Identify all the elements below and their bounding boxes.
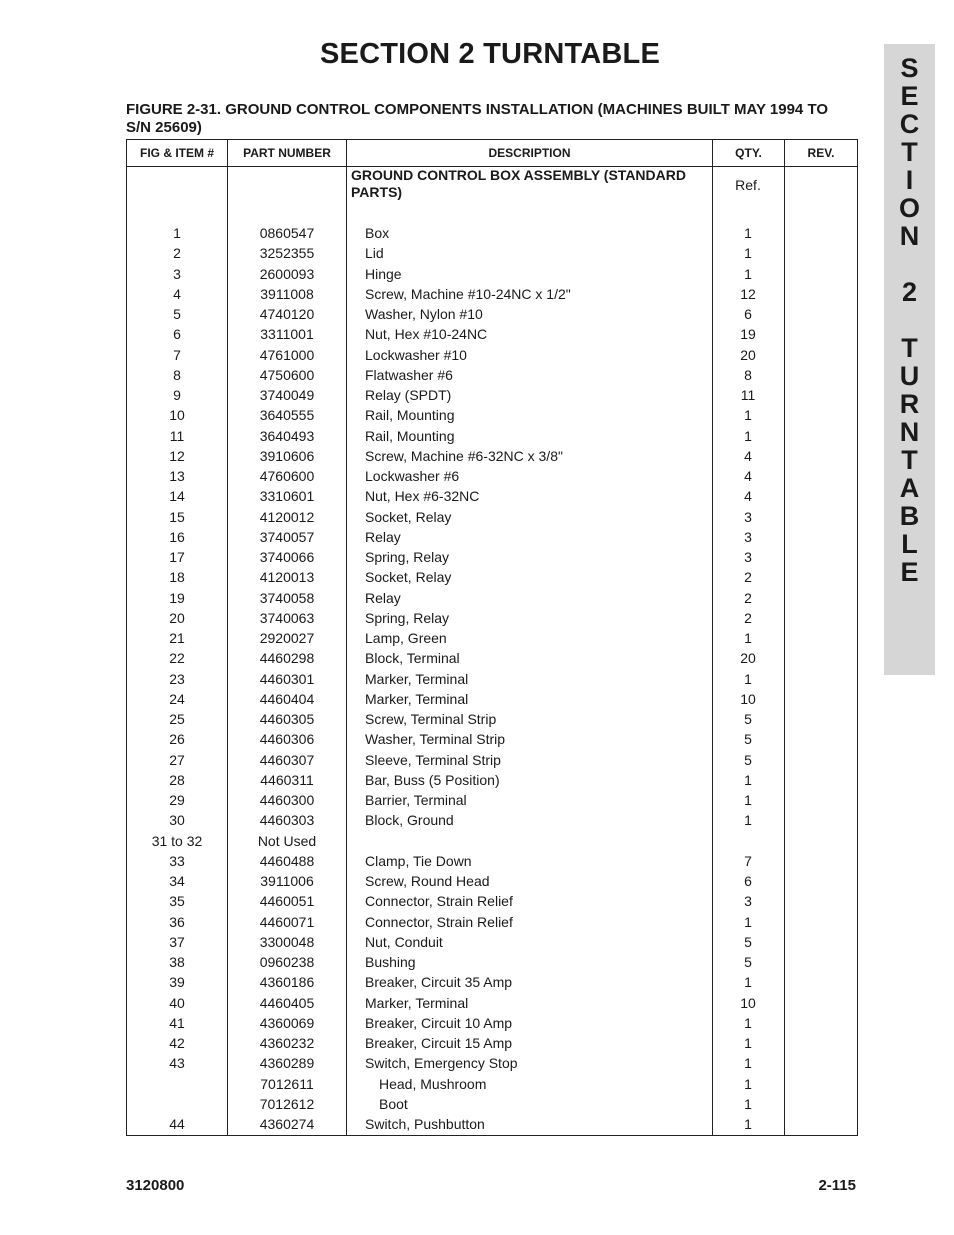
part-qty: 1 [744,245,752,262]
part-qty: 3 [744,549,752,565]
part-number: 4460305 [259,711,315,727]
part-description: Connector, Strain Relief [365,893,513,910]
item-number: 41 [169,1014,185,1031]
part-qty: 1 [744,1095,752,1112]
part-number: 7012611 [260,1075,314,1092]
item-number: 33 [169,852,185,869]
part-qty: 1 [744,670,752,687]
item-number: 30 [169,812,185,829]
part-qty: 1 [744,771,752,788]
item-number: 18 [169,569,185,586]
item-number: 19 [169,589,185,606]
header-rev: REV. [807,146,835,160]
table-row [127,1074,857,1094]
item-number: 43 [169,1055,185,1072]
part-qty: 1 [744,427,752,444]
part-description: Breaker, Circuit 10 Amp [365,1014,513,1031]
part-qty: 8 [744,366,752,383]
part-description: Bushing [365,954,416,970]
part-description: Socket, Relay [365,569,452,586]
side-tab-letter: S [900,53,919,83]
part-qty: 1 [744,974,752,991]
item-number: 37 [169,933,185,950]
part-number: 4750600 [259,366,315,383]
item-number: 44 [169,1116,185,1132]
part-description: Spring, Relay [365,609,450,626]
part-description: Lockwasher #10 [365,346,467,363]
part-number: 4460488 [259,852,315,869]
part-qty: 20 [740,650,756,667]
table-row [127,507,857,527]
part-number: 3252355 [259,245,315,262]
table-row [127,608,857,628]
item-number: 20 [169,609,185,626]
item-number: 42 [169,1035,185,1051]
part-description: Marker, Terminal [365,994,469,1011]
table-row [127,993,857,1013]
assembly-qty: Ref. [735,177,761,193]
table-row [127,486,857,506]
side-tab-letter: T [901,137,918,167]
part-number: 4360274 [259,1116,315,1132]
table-row [127,709,857,729]
part-description: Screw, Round Head [365,873,490,889]
part-number: 3740066 [259,549,315,565]
part-number: 4460405 [259,994,315,1011]
table-row [127,567,857,587]
side-tab-letter: T [901,445,918,475]
part-number: 3911008 [260,285,314,302]
part-qty: 1 [744,1035,752,1051]
part-description: Flatwasher #6 [365,366,453,383]
item-number: 12 [169,447,185,464]
table-row [127,527,857,547]
item-number: 16 [169,528,185,545]
header-part-number: PART NUMBER [243,146,331,160]
item-number: 38 [169,954,185,970]
part-number: 4460071 [259,913,315,930]
item-number: 2 [173,245,181,262]
part-qty: 4 [744,488,752,505]
part-description: Block, Terminal [365,650,460,667]
item-number: 6 [173,326,181,343]
part-qty: 5 [744,711,752,727]
table-row [127,264,857,284]
part-qty: 5 [744,731,752,748]
part-number: 4120013 [259,569,315,586]
part-number: 4761000 [259,346,315,363]
table-row [127,831,857,851]
part-number: 4460051 [259,893,315,910]
part-number: 3740058 [259,589,315,606]
document-number: 3120800 [126,1177,185,1194]
part-qty: 10 [740,690,756,707]
table-row [127,648,857,668]
table-rows [127,223,857,1134]
table-row [127,810,857,830]
item-number: 35 [169,893,185,910]
part-number: 0860547 [259,225,315,241]
side-tab-letter: E [900,557,919,587]
part-qty: 5 [744,751,752,768]
part-description: Lockwasher #6 [365,468,460,484]
side-tab-letter: R [899,389,920,419]
part-description: Nut, Hex #6-32NC [365,488,480,505]
part-qty: 4 [744,468,752,484]
part-description: Screw, Machine #10-24NC x 1/2" [365,285,571,302]
item-number: 39 [169,974,185,991]
part-description: Breaker, Circuit 35 Amp [365,974,513,991]
side-tab-letters [884,54,935,586]
part-description: Screw, Terminal Strip [365,711,497,727]
part-qty: 6 [744,873,752,889]
table-row [127,547,857,567]
part-number: 3740063 [259,609,315,626]
part-qty: 5 [744,954,752,970]
part-description: Washer, Nylon #10 [365,306,483,322]
table-row [127,345,857,365]
section-side-tab [884,44,935,675]
part-qty: 1 [744,630,752,646]
item-number: 21 [169,630,185,646]
part-description: Rail, Mounting [365,407,455,424]
table-row [127,891,857,911]
table-row [127,426,857,446]
part-qty: 1 [744,407,752,424]
part-number: 4460303 [259,812,315,829]
part-description: Lid [365,245,384,262]
part-qty: 1 [744,1116,752,1132]
part-number: 4120012 [259,508,315,525]
item-number: 24 [169,690,185,707]
part-qty: 1 [744,1014,752,1031]
item-number: 22 [169,650,185,667]
table-row [127,851,857,871]
part-number: 4740120 [259,306,315,322]
item-number: 27 [169,751,185,768]
table-row [127,405,857,425]
part-description: Breaker, Circuit 15 Amp [365,1035,513,1051]
item-number: 3 [173,265,181,282]
table-row [127,628,857,648]
part-number: 3310601 [259,488,315,505]
part-number: 4460300 [259,792,315,808]
part-description: Socket, Relay [365,508,452,525]
table-row [127,729,857,749]
item-number: 9 [173,387,181,403]
part-qty: 1 [744,913,752,930]
part-qty: 11 [740,387,756,403]
part-description: Relay [365,528,401,545]
part-qty: 2 [744,589,752,606]
part-qty: 1 [744,1055,752,1072]
table-row [127,972,857,992]
part-description: Lamp, Green [365,630,447,646]
part-description: Boot [379,1095,408,1112]
header-description: DESCRIPTION [488,146,571,160]
part-number: 3300048 [259,933,315,950]
item-number: 36 [169,913,185,930]
part-qty: 7 [744,852,752,869]
part-number: 4460404 [259,690,315,707]
table-row [127,284,857,304]
item-number: 15 [169,508,185,525]
part-number: 4460298 [259,650,315,667]
part-number: 3911006 [260,873,314,889]
part-description: Marker, Terminal [365,690,469,707]
part-description: Barrier, Terminal [365,792,467,808]
part-qty: 10 [740,994,756,1011]
part-description: Rail, Mounting [365,427,455,444]
part-number: 3640555 [259,407,315,424]
table-row [127,770,857,790]
side-tab-letter: A [899,473,920,503]
part-description: Sleeve, Terminal Strip [365,751,501,768]
item-number: 34 [169,873,185,889]
part-number: 2920027 [259,630,315,646]
part-qty: 6 [744,306,752,322]
table-row [127,750,857,770]
table-row [127,1013,857,1033]
part-number: 4360186 [259,974,315,991]
part-qty: 1 [744,812,752,829]
part-description: Nut, Hex #10-24NC [365,326,488,343]
item-number: 4 [173,285,181,302]
table-row [127,1114,857,1134]
part-qty: 1 [744,265,752,282]
part-number: Not Used [257,832,317,849]
item-number: 14 [169,488,185,505]
table-row [127,466,857,486]
side-tab-letter: U [899,361,920,391]
item-number: 7 [173,346,181,363]
page-number: 2-115 [818,1177,856,1194]
table-row [127,304,857,324]
item-number: 25 [169,711,185,727]
side-tab-letter: E [900,81,919,111]
header-item: FIG & ITEM # [139,146,214,160]
side-tab-letter: O [898,193,920,223]
side-tab-letter: 2 [901,277,918,307]
part-number: 4360289 [259,1055,315,1072]
part-number: 4360069 [259,1014,315,1031]
table-row [127,1033,857,1053]
item-number: 40 [169,994,185,1011]
item-number: 26 [169,731,185,748]
item-number: 28 [169,771,185,788]
part-number: 3740049 [259,387,315,403]
table-row [127,1094,857,1114]
part-number: 4460306 [259,731,315,748]
part-description: Hinge [365,265,402,282]
item-number: 31 to 32 [151,832,203,849]
item-number: 23 [169,670,185,687]
table-row [127,385,857,405]
part-description: Relay [365,589,401,606]
table-header [127,140,857,167]
part-number: 4460301 [259,670,315,687]
table-row [127,952,857,972]
table-row [127,689,857,709]
part-description: Marker, Terminal [365,670,469,687]
part-number: 4460307 [259,751,315,768]
item-number: 10 [169,407,185,424]
part-qty: 19 [740,326,756,343]
part-description: Bar, Buss (5 Position) [365,771,500,788]
part-qty: 3 [744,508,752,525]
part-qty: 4 [744,447,752,464]
table-row [127,446,857,466]
part-number: 3740057 [259,528,315,545]
part-description: Box [365,225,390,241]
part-number: 3640493 [259,427,315,444]
table-row [127,912,857,932]
table-row [127,669,857,689]
part-description: Switch, Emergency Stop [365,1055,518,1072]
part-number: 7012612 [259,1095,315,1112]
table-row [127,790,857,810]
assembly-description: GROUND CONTROL BOX ASSEMBLY (STANDARD PARTS) [351,167,686,200]
item-number: 11 [169,427,185,444]
part-description: Nut, Conduit [365,933,443,950]
part-qty: 1 [744,1075,752,1092]
item-number: 13 [169,468,185,484]
part-number: 2600093 [259,265,315,282]
item-number: 17 [169,549,185,565]
parts-table [126,139,858,1136]
side-tab-letter: B [899,501,920,531]
part-qty: 1 [744,225,752,241]
table-row [127,365,857,385]
table-row [127,588,857,608]
part-qty: 3 [744,893,752,910]
part-number: 4360232 [259,1035,315,1051]
header-qty: QTY. [735,146,762,160]
part-number: 4760600 [259,468,315,484]
part-qty: 12 [740,285,756,302]
part-description: Block, Ground [365,812,454,829]
figure-title: FIGURE 2-31. GROUND CONTROL COMPONENTS INSTALLATION (MACHINES BUILT MAY 1994 TO S/N 25609) [126,101,829,136]
part-qty: 1 [744,792,752,808]
item-number: 5 [173,306,181,322]
table-row [127,871,857,891]
table-row [127,223,857,243]
part-qty: 3 [744,528,752,545]
part-description: Switch, Pushbutton [365,1116,485,1132]
table-row [127,243,857,263]
part-qty: 2 [744,569,752,586]
side-tab-letter: I [905,165,914,195]
part-qty: 20 [740,346,756,363]
part-description: Screw, Machine #6-32NC x 3/8" [365,447,563,464]
part-qty: 5 [744,933,752,950]
side-tab-letter: L [901,529,918,559]
section-title: SECTION 2 TURNTABLE [320,38,660,70]
table-row [127,932,857,952]
side-tab-letter: T [901,333,918,363]
part-number: 0960238 [259,954,315,970]
item-number: 29 [169,792,185,808]
part-number: 3910606 [259,447,315,464]
part-description: Relay (SPDT) [365,387,452,403]
part-description: Washer, Terminal Strip [365,731,506,748]
table-row [127,324,857,344]
part-description: Clamp, Tie Down [365,852,472,869]
part-description: Connector, Strain Relief [365,913,513,930]
table-row [127,1053,857,1073]
part-number: 4460311 [260,771,314,788]
side-tab-letter: N [899,221,920,251]
part-description: Head, Mushroom [379,1075,487,1092]
part-qty: 2 [744,609,752,626]
item-number: 8 [173,366,181,383]
item-number: 1 [173,225,181,241]
part-number: 3311001 [260,326,314,343]
side-tab-letter: N [899,417,920,447]
side-tab-letter: C [899,109,920,139]
part-description: Spring, Relay [365,549,450,565]
